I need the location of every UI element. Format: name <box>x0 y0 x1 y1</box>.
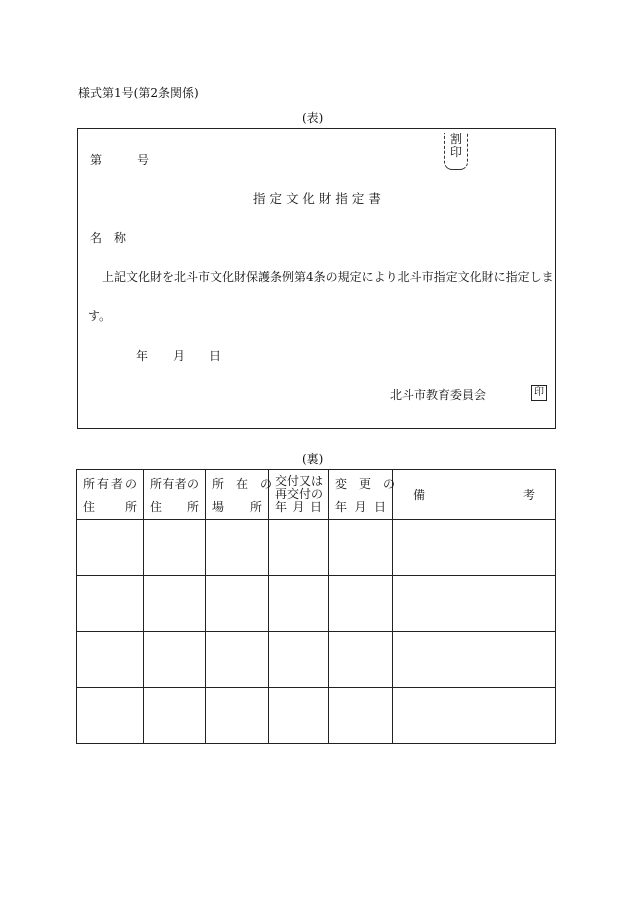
table-cell[interactable] <box>77 632 144 688</box>
table-cell[interactable] <box>77 520 144 576</box>
table-row <box>77 632 556 688</box>
certificate-front-box <box>77 128 556 429</box>
header-remarks: 備 考 <box>393 470 556 520</box>
split-seal-mark: 割 印 <box>444 133 468 170</box>
table-row <box>77 688 556 744</box>
table-cell[interactable] <box>393 520 556 576</box>
record-table <box>76 469 556 744</box>
table-cell[interactable] <box>144 688 206 744</box>
table-row <box>77 520 556 576</box>
form-number-label: 様式第1号(第2条関係) <box>78 86 199 100</box>
table-cell[interactable] <box>144 520 206 576</box>
front-side-title: (表) <box>302 111 324 125</box>
number-dai: 第 <box>90 153 103 167</box>
table-cell[interactable] <box>269 576 329 632</box>
table-header-row <box>77 470 556 520</box>
date-year: 年 <box>136 349 149 363</box>
table-cell[interactable] <box>269 520 329 576</box>
table-cell[interactable] <box>77 576 144 632</box>
header-owner-address-2: 所有者の 住 所 <box>144 470 206 520</box>
table-cell[interactable] <box>329 632 393 688</box>
table-cell[interactable] <box>329 576 393 632</box>
table-cell[interactable] <box>77 688 144 744</box>
date-day: 日 <box>209 349 222 363</box>
table-cell[interactable] <box>206 688 269 744</box>
table-body <box>77 520 556 744</box>
table-cell[interactable] <box>206 520 269 576</box>
table-cell[interactable] <box>393 632 556 688</box>
date-month: 月 <box>173 349 186 363</box>
table-cell[interactable] <box>144 632 206 688</box>
header-location: 所 在 の 場 所 <box>206 470 269 520</box>
table-cell[interactable] <box>329 520 393 576</box>
stamp-mark: 印 <box>531 385 547 401</box>
table-cell[interactable] <box>206 632 269 688</box>
back-side-title: (裏) <box>302 452 324 466</box>
table-row <box>77 576 556 632</box>
header-change-date: 変 更 の 年 月 日 <box>329 470 393 520</box>
certificate-title: 指 定 文 化 財 指 定 書 <box>253 191 381 206</box>
issuer-name: 北斗市教育委員会 <box>390 388 487 402</box>
table-cell[interactable] <box>329 688 393 744</box>
table-cell[interactable] <box>269 632 329 688</box>
number-go: 号 <box>137 153 150 167</box>
table-cell[interactable] <box>393 576 556 632</box>
body-text-line-2: す。 <box>88 309 112 323</box>
table-cell[interactable] <box>269 688 329 744</box>
table-cell[interactable] <box>393 688 556 744</box>
table-cell[interactable] <box>144 576 206 632</box>
body-text-line-1: 上記文化財を北斗市文化財保護条例第4条の規定により北斗市指定文化財に指定しま <box>102 270 554 284</box>
name-label: 名 称 <box>90 231 127 245</box>
header-issue-date: 交付又は 再交付の 年 月 日 <box>269 470 329 520</box>
header-owner-address-1: 所有者の 住 所 <box>77 470 144 520</box>
table-cell[interactable] <box>206 576 269 632</box>
